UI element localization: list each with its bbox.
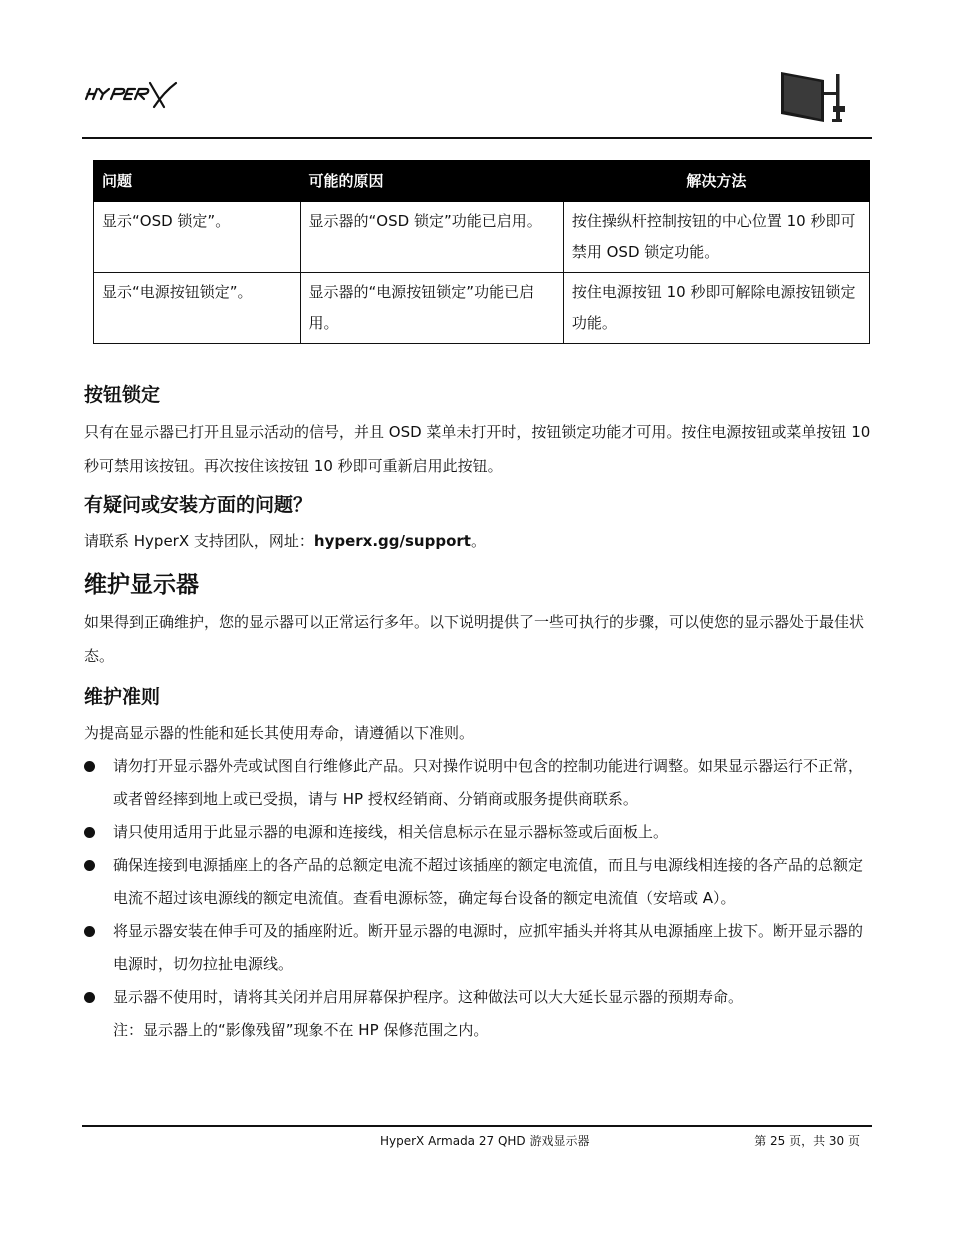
maintain-heading: 维护显示器 [84,572,199,598]
troubleshooting-table [93,160,870,344]
button-lock-text: 只有在显示器已打开且显示活动的信号，并且 OSD 菜单未打开时，按钮锁定功能才可用。按住电源按钮或菜单按钮 10 秒可禁用该按钮。再次按住该按钮 10 秒即可重新启用此按钮。 [84,423,871,475]
cell-cause: 显示器的“电源按钮锁定”功能已启用。 [300,273,563,344]
table-row [94,273,870,344]
column-header-problem: 问题 [94,161,301,202]
column-header-solution: 解决方法 [563,161,869,202]
cell-solution: 按住操纵杆控制按钮的中心位置 10 秒即可禁用 OSD 锁定功能。 [563,202,869,273]
cell-problem: 显示“电源按钮锁定”。 [94,273,301,344]
list-item-text: 请勿打开显示器外壳或试图自行维修此产品。只对操作说明中包含的控制功能进行调整。如果显示器运行不正常，或者曾经摔到地上或已受损，请与 HP 授权经销商、分销商或服务提供商联系。 [113,757,864,808]
column-header-cause: 可能的原因 [300,161,563,202]
hyperx-logo-icon [84,80,184,110]
list-item-text: 请只使用适用于此显示器的电源和连接线，相关信息标示在显示器标签或后面板上。 [113,823,669,841]
table-row [94,202,870,273]
list-item [84,915,874,981]
guidelines-intro: 为提高显示器的性能和延长其使用寿命，请遵循以下准则。 [84,724,475,742]
footer-page-number: 第 25 页，共 30 页 [754,1134,860,1148]
bullet-icon [84,827,95,838]
list-item [84,750,874,816]
maintain-text: 如果得到正确维护，您的显示器可以正常运行多年。以下说明提供了一些可执行的步骤，可以使您的显示器处于最佳状态。 [84,613,865,665]
list-item-text: 确保连接到电源插座上的各产品的总额定电流不超过该插座的额定电流值，而且与电源线相连接的各产品的总额定电流不超过该电源线的额定电流值。查看电源标签，确定每台设备的额定电流值（安培或 A）。 [113,856,864,907]
cell-solution: 按住电源按钮 10 秒即可解除电源按钮锁定功能。 [563,273,869,344]
bullet-icon [84,761,95,772]
support-text-suffix: 。 [470,532,486,550]
guidelines-list [84,750,874,1047]
support-heading: 有疑问或安装方面的问题？ [84,494,313,516]
header-divider [82,137,872,139]
button-lock-heading: 按钮锁定 [84,384,161,406]
table-header-row [94,161,870,202]
footer-divider [82,1125,872,1127]
bullet-icon [84,992,95,1003]
list-item [84,981,874,1047]
support-text-prefix: 请联系 HyperX 支持团队，网址： [84,532,314,550]
support-text [84,524,874,558]
list-item [84,816,874,849]
list-item-text: 显示器不使用时，请将其关闭并启用屏幕保护程序。这种做法可以大大延长显示器的预期寿命。 [113,988,744,1006]
support-link[interactable]: hyperx.gg/support [313,532,471,550]
guidelines-heading: 维护准则 [84,686,161,708]
list-item-text: 将显示器安装在伸手可及的插座附近。断开显示器的电源时，应抓牢插头并将其从电源插座上拔下。断开显示器的电源时，切勿拉扯电源线。 [113,922,864,973]
svg-text:HYPERX: HYPERX [84,109,88,110]
cell-problem: 显示“OSD 锁定”。 [94,202,301,273]
cell-cause: 显示器的“OSD 锁定”功能已启用。 [300,202,563,273]
list-item [84,849,874,915]
monitor-arm-icon [778,70,854,124]
footer-document-title: HyperX Armada 27 QHD 游戏显示器 [380,1134,590,1148]
bullet-icon [84,860,95,871]
bullet-icon [84,926,95,937]
note-text: 注：显示器上的“影像残留”现象不在 HP 保修范围之内。 [113,1021,489,1039]
